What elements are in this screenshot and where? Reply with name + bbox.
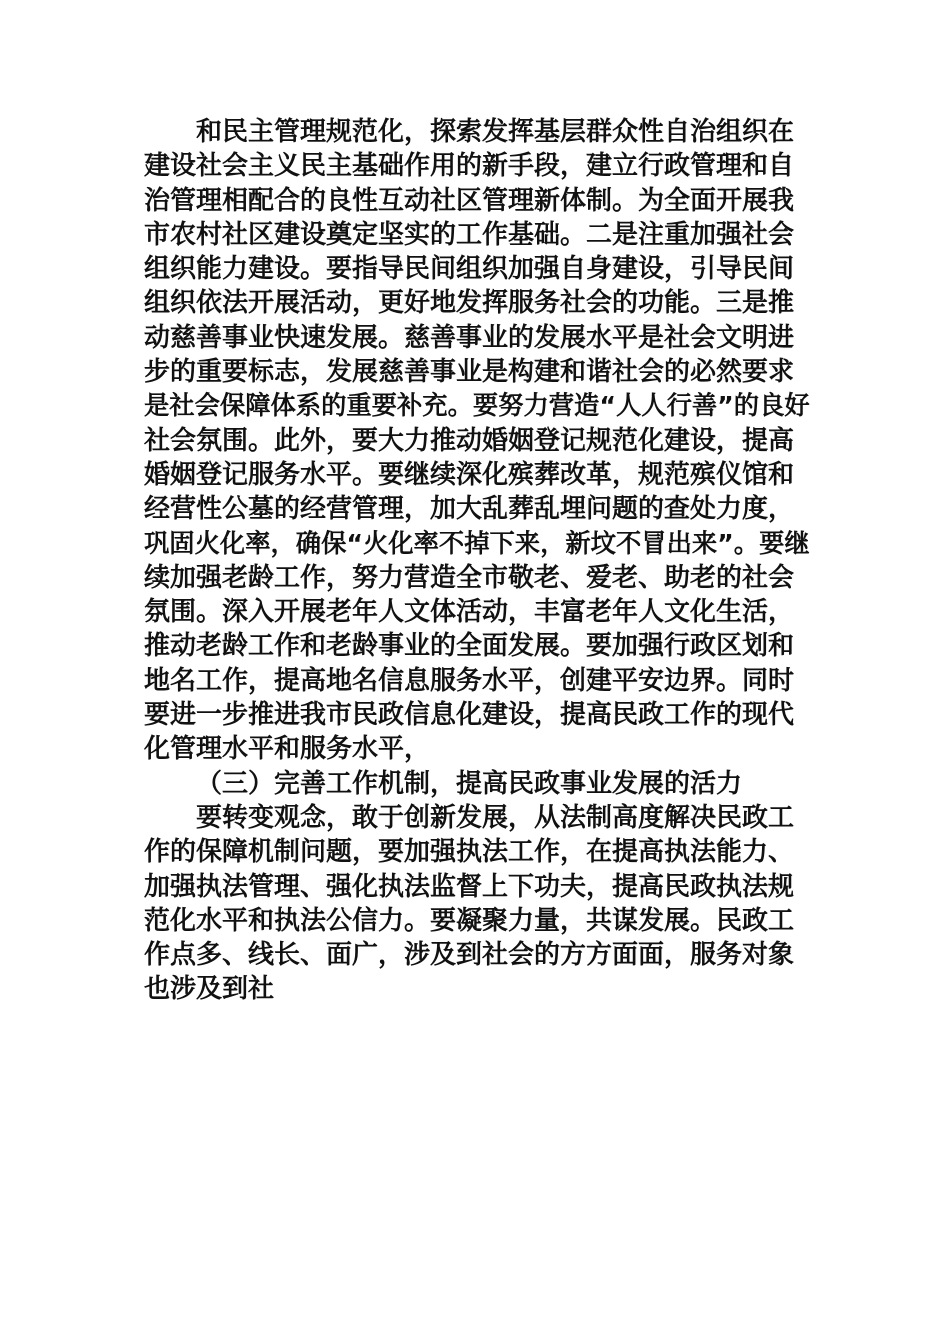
text-line: 治管理相配合的良性互动社区管理新体制。为全面开展我 xyxy=(144,185,795,216)
text-line: 要进一步推进我市民政信息化建设，提高民政工作的现代 xyxy=(144,700,795,731)
text-line: 加强执法管理、强化执法监督上下功夫，提高民政执法规 xyxy=(144,871,795,902)
text-line: 化管理水平和服务水平， xyxy=(144,734,431,765)
text-line: 氛围。深入开展老年人文体活动，丰富老年人文化生活， xyxy=(144,597,795,628)
text-line: 也涉及到社 xyxy=(144,974,275,1005)
text-line: 续加强老龄工作，努力营造全市敬老、爱老、助老的社会 xyxy=(144,562,795,593)
text-line: 地名工作，提高地名信息服务水平，创建平安边界。同时 xyxy=(144,665,795,696)
text-line: 巩固火化率，确保“火化率不掉下来，新坟不冒出来”。要继 xyxy=(144,528,810,558)
text-line: 建设社会主义民主基础作用的新手段，建立行政管理和自 xyxy=(144,151,795,182)
text-line: 推动老龄工作和老龄事业的全面发展。要加强行政区划和 xyxy=(144,631,795,662)
text-line: 步的重要标志，发展慈善事业是构建和谐社会的必然要求 xyxy=(144,357,795,388)
text-line: 要转变观念，敢于创新发展，从法制高度解决民政工 xyxy=(196,802,795,833)
text-line: 社会氛围。此外，要大力推动婚姻登记规范化建设，提高 xyxy=(144,425,795,456)
text-line: 作点多、线长、面广，涉及到社会的方方面面，服务对象 xyxy=(144,940,795,971)
text-line: 市农村社区建设奠定坚实的工作基础。二是注重加强社会 xyxy=(144,219,795,250)
text-line: 婚姻登记服务水平。要继续深化殡葬改革，规范殡仪馆和 xyxy=(144,459,795,490)
text-line: 经营性公墓的经营管理，加大乱葬乱埋问题的查处力度， xyxy=(144,494,795,525)
section-heading: （三）完善工作机制，提高民政事业发展的活力 xyxy=(196,768,743,799)
document-body xyxy=(144,115,810,1007)
text-line: 组织能力建设。要指导民间组织加强自身建设，引导民间 xyxy=(144,254,795,285)
text-line: 组织依法开展活动，更好地发挥服务社会的功能。三是推 xyxy=(144,288,795,319)
text-line: 动慈善事业快速发展。慈善事业的发展水平是社会文明进 xyxy=(144,322,795,353)
text-line: 是社会保障体系的重要补充。要努力营造“人人行善”的良好 xyxy=(144,391,810,421)
text-line: 作的保障机制问题，要加强执法工作，在提高执法能力、 xyxy=(144,837,795,868)
text-line: 和民主管理规范化，探索发挥基层群众性自治组织在 xyxy=(196,117,795,147)
text-line: 范化水平和执法公信力。要凝聚力量，共谋发展。民政工 xyxy=(144,905,795,936)
